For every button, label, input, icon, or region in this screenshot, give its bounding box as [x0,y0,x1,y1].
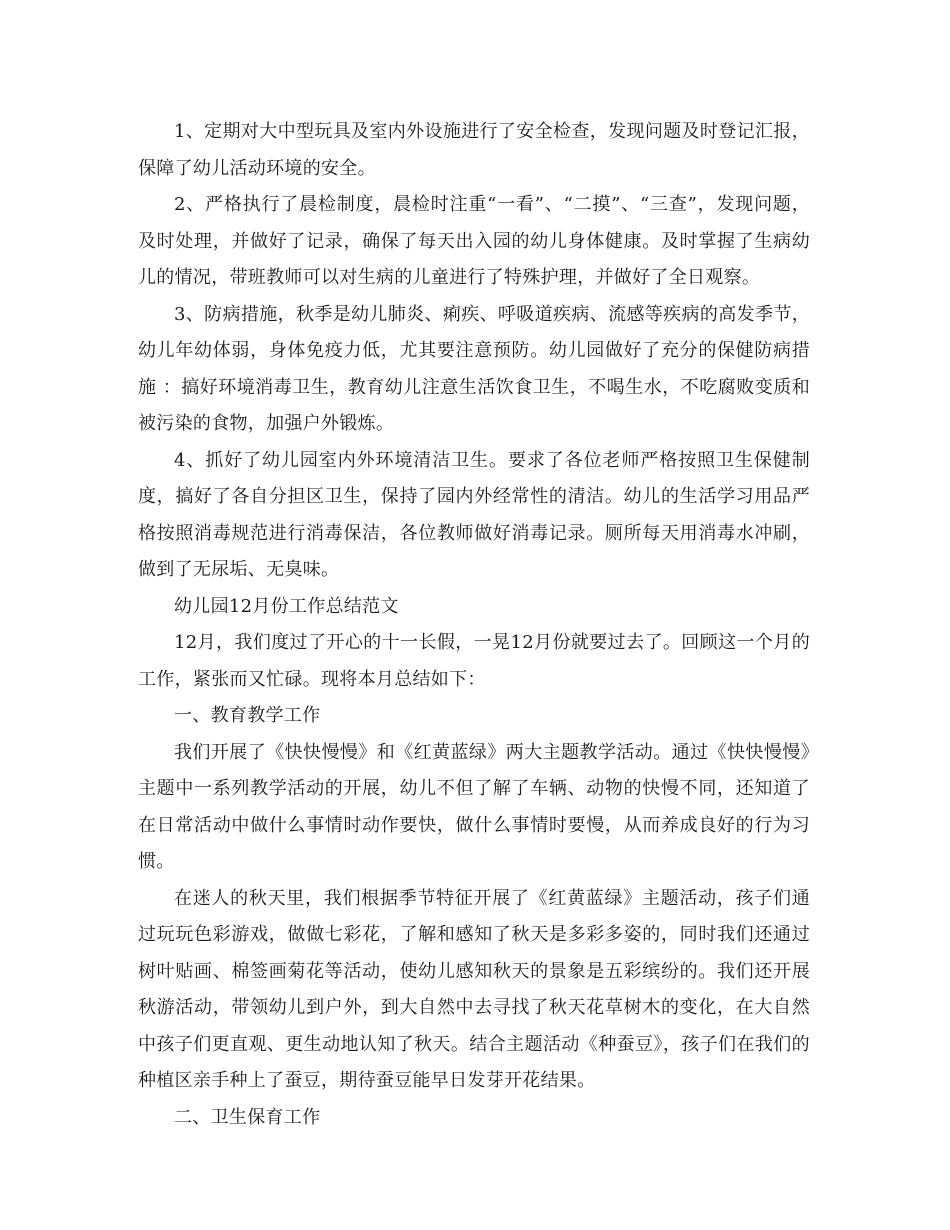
heading-education-work: 一、教育教学工作 [174,705,321,726]
paragraph-safety-inspection: 1、定期对大中型玩具及室内外设施进行了安全检查，发现问题及时登记汇报，保障了幼儿活动环境的安全。 [138,121,810,179]
paragraph-environment-hygiene: 4、抓好了幼儿园室内外环境清洁卫生。要求了各位老师严格按照卫生保健制度，搞好了各自分担区卫生，保持了园内外经常性的清洁。幼儿的生活学习用品严格按照消毒规范进行消毒保洁，各位教师做好消毒记录。厕所每天用消毒水冲刷，做到了无尿垢、无臭味。 [138,449,810,580]
document-body [138,114,810,1136]
paragraph-autumn-activities: 在迷人的秋天里，我们根据季节特征开展了《红黄蓝绿》主题活动，孩子们通过玩玩色彩游戏，做做七彩花，了解和感知了秋天是多彩多姿的，同时我们还通过树叶贴画、棉签画菊花等活动，使幼儿感知秋天的景象是五彩缤纷的。我们还开展秋游活动，带领幼儿到户外，到大自然中去寻找了秋天花草树木的变化，在大自然中孩子们更直观、更生动地认知了秋天。结合主题活动《种蚕豆》，孩子们在我们的种植区亲手种上了蚕豆，期待蚕豆能早日发芽开花结果。 [138,887,810,1091]
section-title-december-summary: 幼儿园12月份工作总结范文 [174,595,399,617]
paragraph-theme-activities: 我们开展了《快快慢慢》和《红黄蓝绿》两大主题教学活动。通过《快快慢慢》主题中一系列教学活动的开展，幼儿不但了解了车辆、动物的快慢不同，还知道了在日常活动中做什么事情时动作要快，做什么事情时要慢，从而养成良好的行为习惯。 [138,741,810,872]
paragraph-morning-check: 2、严格执行了晨检制度，晨检时注重“一看”、“二摸”、“三查”，发现问题，及时处理，并做好了记录，确保了每天出入园的幼儿身体健康。及时掌握了生病幼儿的情况，带班教师可以对生病的儿童进行了特殊护理，并做好了全日观察。 [138,194,810,288]
paragraph-december-intro: 12月，我们度过了开心的十一长假，一晃12月份就要过去了。回顾这一个月的工作，紧张而又忙碌。现将本月总结如下： [138,632,810,690]
paragraph-disease-prevention: 3、防病措施，秋季是幼儿肺炎、痢疾、呼吸道疾病、流感等疾病的高发季节，幼儿年幼体弱，身体免疫力低，尤其要注意预防。幼儿园做好了充分的保健防病措施 ：搞好环境消毒卫生，教育幼儿注意生活饮食卫生，不喝生水，不吃腐败变质和被污染的食物，加强户外锻炼。 [138,303,810,434]
heading-hygiene-care-work: 二、卫生保育工作 [174,1106,321,1128]
